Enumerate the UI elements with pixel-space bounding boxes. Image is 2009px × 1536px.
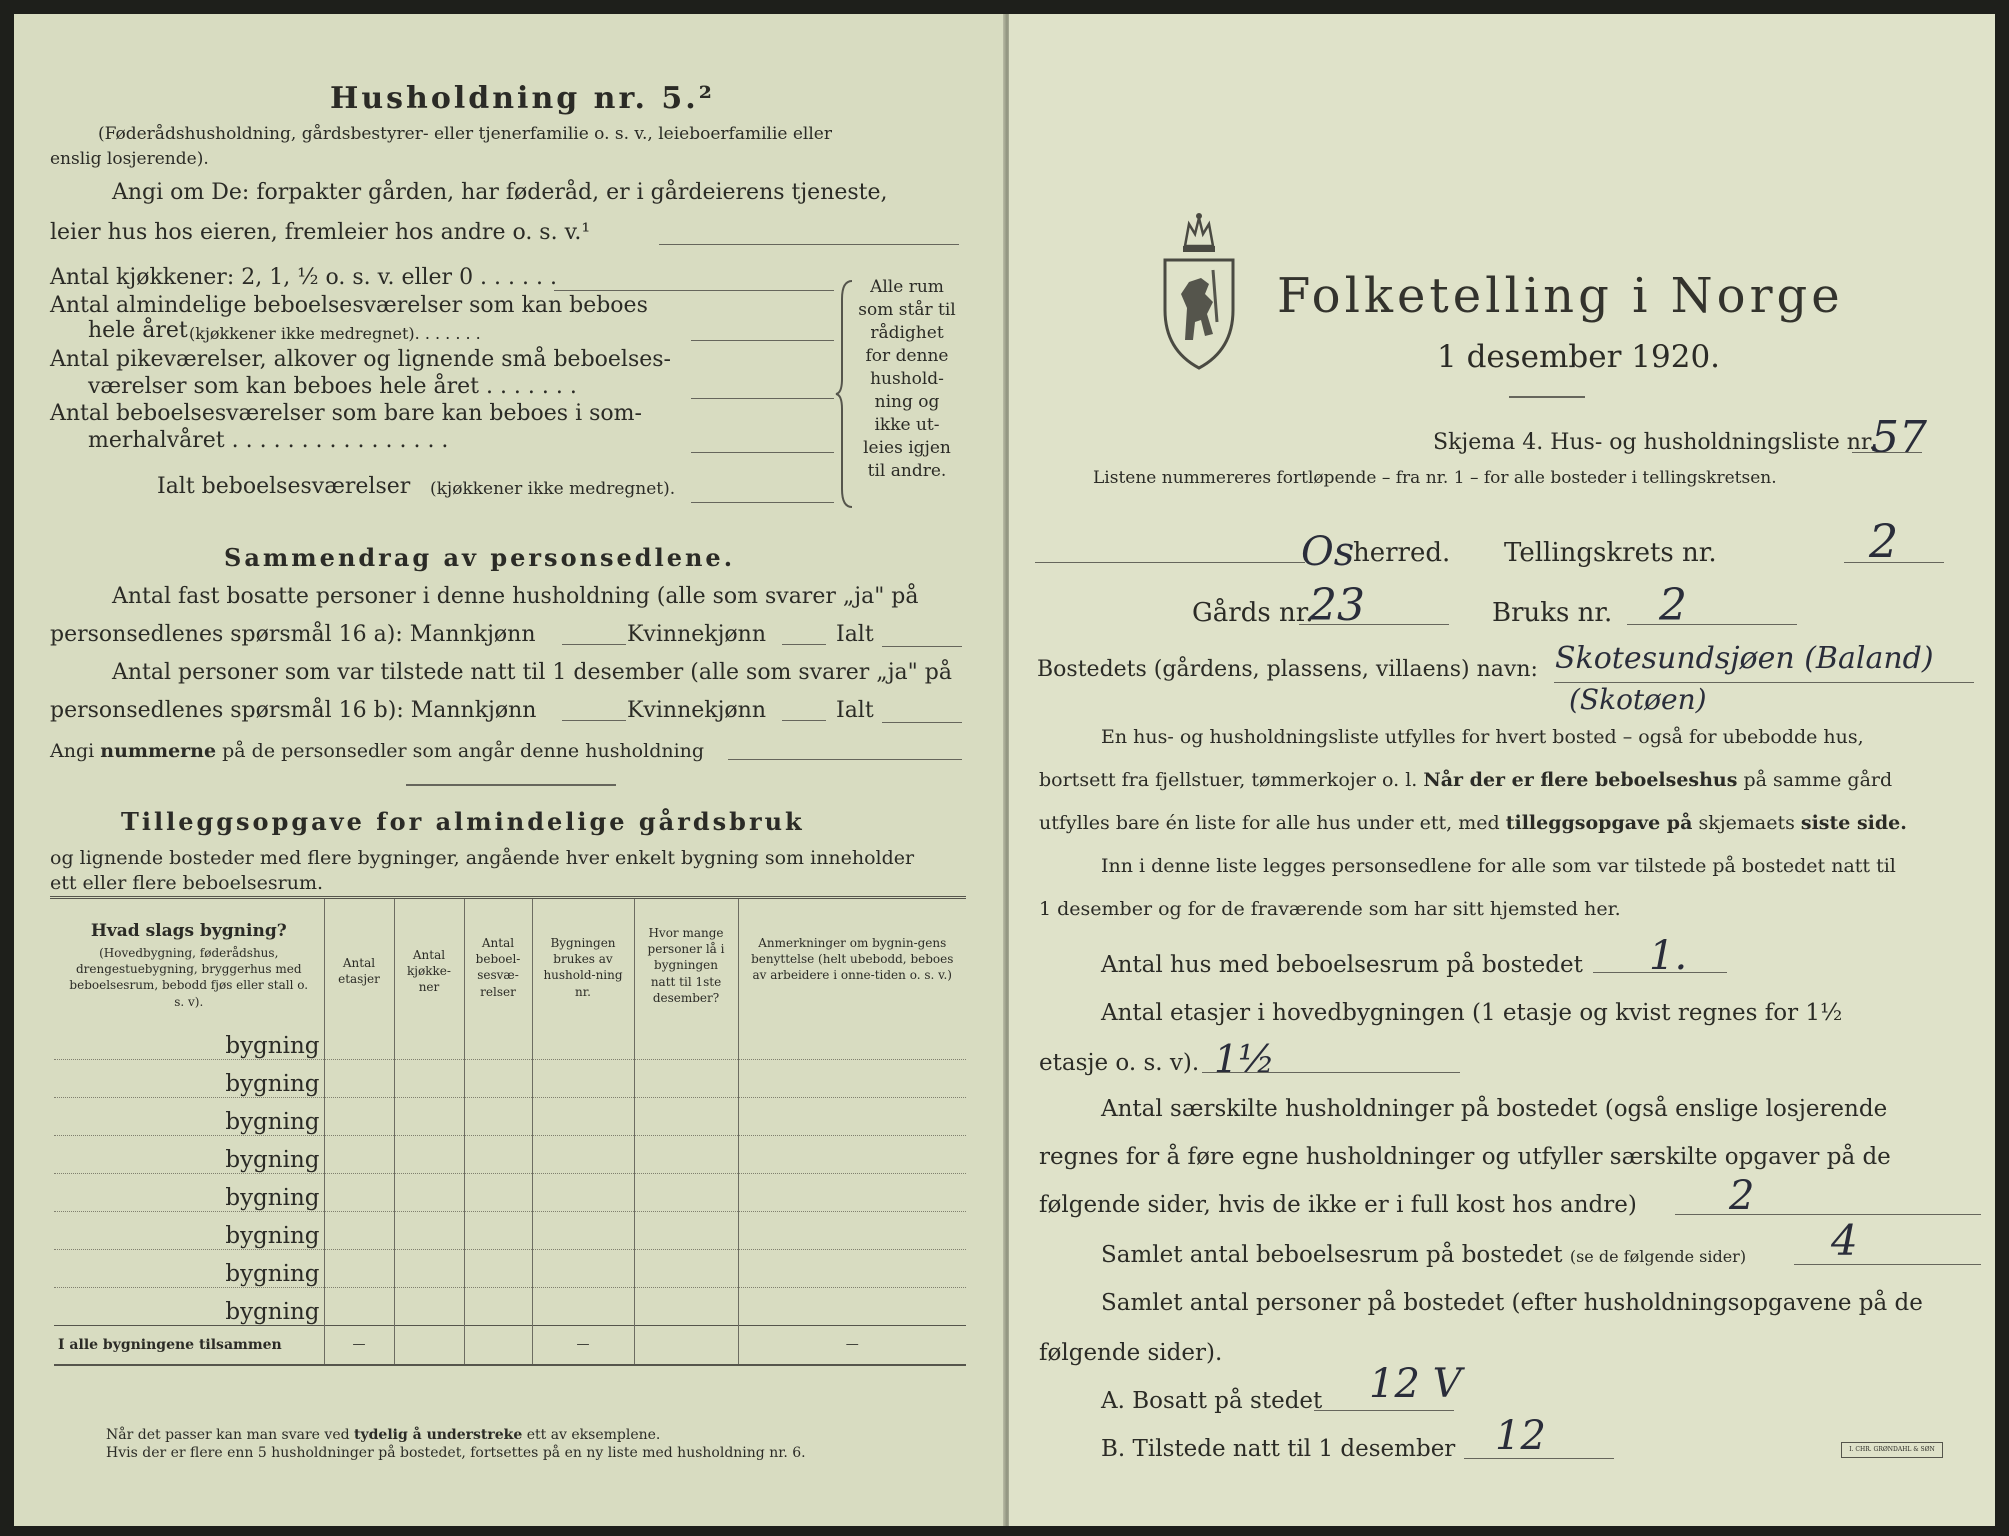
etasjer-line-2: etasje o. s. v).	[1039, 1050, 1200, 1076]
fast-kvinne: Kvinnekjønn	[627, 622, 766, 647]
table-cell	[394, 1287, 464, 1325]
para1-line-2: bortsett fra fjellstuer, tømmerkojer o. l. Når der er flere beboelseshus på samme gård	[1039, 769, 1893, 791]
tellingskrets-label: Tellingskrets nr.	[1504, 538, 1717, 568]
angi-line-2: leier hus hos eieren, fremleier hos andre o. s. v.¹	[50, 220, 591, 245]
alminnelige-note: (kjøkkener ikke medregnet). . . . . . .	[189, 324, 481, 343]
table-cell	[464, 1135, 532, 1173]
norwegian-lion-crest-icon	[1159, 210, 1239, 372]
table-cell	[324, 1173, 394, 1211]
right-page	[1009, 14, 1995, 1526]
sommer-line-2: merhalvåret . . . . . . . . . . . . . . . .	[88, 428, 449, 453]
bruks-label: Bruks nr.	[1492, 598, 1613, 628]
bygning-label: bygning	[54, 1173, 324, 1211]
herred-value: Os	[1301, 529, 1355, 575]
bosatt-label: A. Bosatt på stedet	[1101, 1388, 1323, 1414]
tilstede-label: B. Tilstede natt til 1 desember	[1101, 1436, 1456, 1462]
table-row	[54, 1135, 966, 1173]
table-cell	[532, 1287, 634, 1325]
table-cell	[324, 1135, 394, 1173]
saerskilte-line-2: regnes for å føre egne husholdninger og utfyller særskilte opgaver på de	[1039, 1144, 1891, 1170]
table-cell	[634, 1249, 738, 1287]
table-cell	[738, 1135, 966, 1173]
bygning-label: bygning	[54, 1059, 324, 1097]
tilstede-line-1: Antal personer som var tilstede natt til 1 desember (alle som svarer „ja" på	[112, 660, 952, 685]
samlet-rum-value: 4	[1831, 1216, 1858, 1265]
table-row	[54, 1173, 966, 1211]
pike-line-1: Antal pikeværelser, alkover og lignende små beboelses-	[50, 347, 671, 372]
col-husholdning-nr: Bygningen brukes av hushold-ning nr.	[532, 899, 634, 1021]
table-cell	[324, 1211, 394, 1249]
brace-note: Alle rum som står til rådighet for denne hushold- ning og ikke ut- leies igjen til andre.	[858, 277, 956, 481]
table-cell	[532, 1059, 634, 1097]
alminnelige-line-2: hele året	[88, 318, 188, 343]
table-row	[54, 1021, 966, 1059]
table-cell	[532, 1249, 634, 1287]
table-cell	[324, 1059, 394, 1097]
fast-ialt: Ialt	[836, 622, 874, 647]
table-cell	[464, 1021, 532, 1059]
saerskilte-line-3: følgende sider, hvis de ikke er i full kost hos andre)	[1039, 1192, 1637, 1218]
angi-line-1: Angi om De: forpakter gården, har føderåd, er i gårdeierens tjeneste,	[112, 180, 888, 205]
household-title: Husholdning nr. 5.²	[330, 81, 715, 116]
table-row	[54, 1211, 966, 1249]
table-cell	[738, 1097, 966, 1135]
table-cell	[738, 1211, 966, 1249]
antal-hus-label: Antal hus med beboelsesrum på bostedet	[1101, 952, 1583, 978]
listene-note: Listene nummereres fortløpende – fra nr. 1 – for alle bosteder i tellingskretsen.	[1093, 468, 1777, 488]
herred-label: herred.	[1353, 538, 1451, 568]
tilstede-ialt: Ialt	[836, 698, 874, 723]
bygning-label: bygning	[54, 1097, 324, 1135]
antal-hus-value: 1.	[1649, 933, 1688, 979]
tillegg-title: Tilleggsopgave for almindelige gårdsbruk	[121, 807, 805, 836]
footnote-1: Når det passer kan man svare ved tydelig å understreke ett av eksemplene.	[106, 1427, 661, 1443]
tilstede-kvinne: Kvinnekjønn	[627, 698, 766, 723]
sammendrag-title: Sammendrag av personsedlene.	[224, 543, 736, 572]
ialt-label: Ialt beboelsesværelser	[157, 474, 411, 499]
table-cell	[532, 1173, 634, 1211]
table-cell	[464, 1249, 532, 1287]
left-page	[14, 14, 1007, 1526]
sommer-line-1: Antal beboelsesværelser som bare kan beboes i som-	[50, 401, 642, 426]
bruks-value: 2	[1659, 580, 1687, 631]
table-cell	[324, 1249, 394, 1287]
table-cell	[738, 1173, 966, 1211]
table-cell	[464, 1097, 532, 1135]
table-cell	[394, 1021, 464, 1059]
kjokkener-label: Antal kjøkkener: 2, 1, ½ o. s. v. eller 0 . . . . . .	[50, 265, 557, 290]
etasjer-value: 1½	[1214, 1037, 1276, 1081]
table-cell	[634, 1097, 738, 1135]
tillegg-line-2: ett eller flere beboelsesrum.	[50, 872, 324, 894]
skjema-number: 57	[1871, 412, 1927, 463]
gards-value: 23	[1309, 580, 1365, 631]
tillegg-line-1: og lignende bosteder med flere bygninger, angående hver enkelt bygning som inneholder	[50, 847, 915, 869]
bygning-label: bygning	[54, 1249, 324, 1287]
ialt-note: (kjøkkener ikke medregnet).	[430, 479, 676, 499]
table-cell	[464, 1287, 532, 1325]
table-cell	[394, 1211, 464, 1249]
tilstede-line-2: personsedlenes spørsmål 16 b): Mannkjønn	[50, 698, 537, 723]
col-beboelsesvaerelser: Antal beboel-sesvæ-relser	[464, 899, 532, 1021]
table-row	[54, 1097, 966, 1135]
table-cell	[634, 1287, 738, 1325]
angi-nummerne: Angi nummerne på de personsedler som angår denne husholdning	[50, 740, 705, 762]
table-row	[54, 1287, 966, 1325]
samlet-rum-label: Samlet antal beboelsesrum på bostedet (se de følgende sider)	[1101, 1242, 1747, 1268]
table-cell	[532, 1135, 634, 1173]
table-cell	[324, 1097, 394, 1135]
bygning-label: bygning	[54, 1211, 324, 1249]
bosted-value-1: Skotesundsjøen (Baland)	[1555, 641, 1934, 676]
saerskilte-line-1: Antal særskilte husholdninger på bostedet (også enslige losjerende	[1101, 1096, 1888, 1122]
table-cell	[394, 1135, 464, 1173]
table-cell	[324, 1287, 394, 1325]
table-cell	[738, 1059, 966, 1097]
table-cell	[738, 1287, 966, 1325]
table-cell	[464, 1211, 532, 1249]
etasjer-line-1: Antal etasjer i hovedbygningen (1 etasje og kvist regnes for 1½	[1101, 1000, 1843, 1026]
bygning-label: bygning	[54, 1287, 324, 1325]
col-etasjer: Antal etasjer	[324, 899, 394, 1021]
fast-line-1: Antal fast bosatte personer i denne husholdning (alle som svarer „ja" på	[112, 584, 919, 609]
bosted-label: Bostedets (gårdens, plassens, villaens) navn:	[1037, 657, 1538, 682]
table-cell	[738, 1021, 966, 1059]
fast-line-2: personsedlenes spørsmål 16 a): Mannkjønn	[50, 622, 536, 647]
table-cell	[634, 1173, 738, 1211]
household-subtitle-1: (Føderådshusholdning, gårdsbestyrer- eller tjenerfamilie o. s. v., leieboerfamilie eller	[98, 124, 832, 144]
samlet-pers-line-1: Samlet antal personer på bostedet (efter husholdningsopgavene på de	[1101, 1290, 1923, 1316]
para2-line-2: 1 desember og for de fraværende som har sitt hjemsted her.	[1039, 898, 1621, 920]
household-subtitle-2: enslig losjerende).	[50, 149, 209, 169]
table-cell	[324, 1021, 394, 1059]
table-cell	[532, 1097, 634, 1135]
table-cell	[464, 1059, 532, 1097]
table-cell	[394, 1249, 464, 1287]
para1-line-1: En hus- og husholdningsliste utfylles for hvert bosted – også for ubebodde hus,	[1101, 726, 1864, 748]
table-cell	[394, 1059, 464, 1097]
table-row	[54, 1249, 966, 1287]
col-type: Hvad slags bygning? (Hovedbygning, føderådshus, drengestuebygning, bryggerhus med beboelsesrum, bebodd fjøs eller stall o. s. v).	[69, 921, 309, 1009]
skjema-label: Skjema 4. Hus- og husholdningsliste nr.	[1433, 430, 1876, 455]
table-cell	[464, 1173, 532, 1211]
census-title: Folketelling i Norge	[1277, 268, 1844, 324]
bygning-label: bygning	[54, 1021, 324, 1059]
footnote-2: Hvis der er flere enn 5 husholdninger på bostedet, fortsettes på en ny liste med husholdning nr. 6.	[106, 1445, 806, 1461]
bosted-value-2: (Skotøen)	[1569, 683, 1707, 716]
building-table: Hvad slags bygning? (Hovedbygning, føderådshus, drengestuebygning, bryggerhus med beboelsesrum, bebodd fjøs eller stall o. s. v). Antal etasjer Antal kjøkke-ner Antal beboel-sesvæ-relser Bygningen brukes av hushold-ning nr. Hvor mange personer lå i bygningen natt til 1ste desember? Anmerkninger om bygnin-gens benyttelse (helt ubebodd, beboes av arbeidere i onne-tiden o. s. v.) bygning bygning bygning bygning bygning bygning bygning bygning I alle bygningene tilsammen — — —	[54, 899, 966, 1366]
table-row	[54, 1059, 966, 1097]
table-cell	[532, 1021, 634, 1059]
table-cell	[394, 1173, 464, 1211]
col-kjokkener: Antal kjøkke-ner	[394, 899, 464, 1021]
saerskilte-value: 2	[1729, 1173, 1755, 1219]
bosatt-value: 12 V	[1369, 1361, 1462, 1407]
table-cell	[634, 1059, 738, 1097]
tellingskrets-value: 2	[1869, 514, 1899, 568]
para1-line-3: utfylles bare én liste for alle hus under ett, med tilleggsopgave på skjemaets siste side.	[1039, 812, 1907, 834]
pike-line-2: værelser som kan beboes hele året . . . . . . .	[88, 374, 577, 399]
samlet-pers-line-2: følgende sider).	[1039, 1340, 1223, 1366]
printer-stamp: I. CHR. GRØNDAHL & SØN	[1841, 1442, 1943, 1458]
tilstede-value: 12	[1495, 1413, 1546, 1459]
gards-label: Gårds nr.	[1192, 598, 1314, 628]
census-date: 1 desember 1920.	[1437, 339, 1721, 375]
bygning-label: bygning	[54, 1135, 324, 1173]
col-anmerkninger: Anmerkninger om bygnin-gens benyttelse (helt ubebodd, beboes av arbeidere i onne-tiden o. s. v.)	[738, 899, 966, 1021]
para2-line-1: Inn i denne liste legges personsedlene for alle som var tilstede på bostedet natt til	[1101, 855, 1896, 877]
table-cell	[532, 1211, 634, 1249]
table-cell	[634, 1211, 738, 1249]
alminnelige-line-1: Antal almindelige beboelsesværelser som kan beboes	[50, 293, 648, 318]
table-cell	[394, 1097, 464, 1135]
table-cell	[634, 1135, 738, 1173]
table-cell	[738, 1249, 966, 1287]
total-label: I alle bygningene tilsammen	[54, 1325, 324, 1365]
col-personer: Hvor mange personer lå i bygningen natt til 1ste desember?	[634, 899, 738, 1021]
table-cell	[634, 1021, 738, 1059]
